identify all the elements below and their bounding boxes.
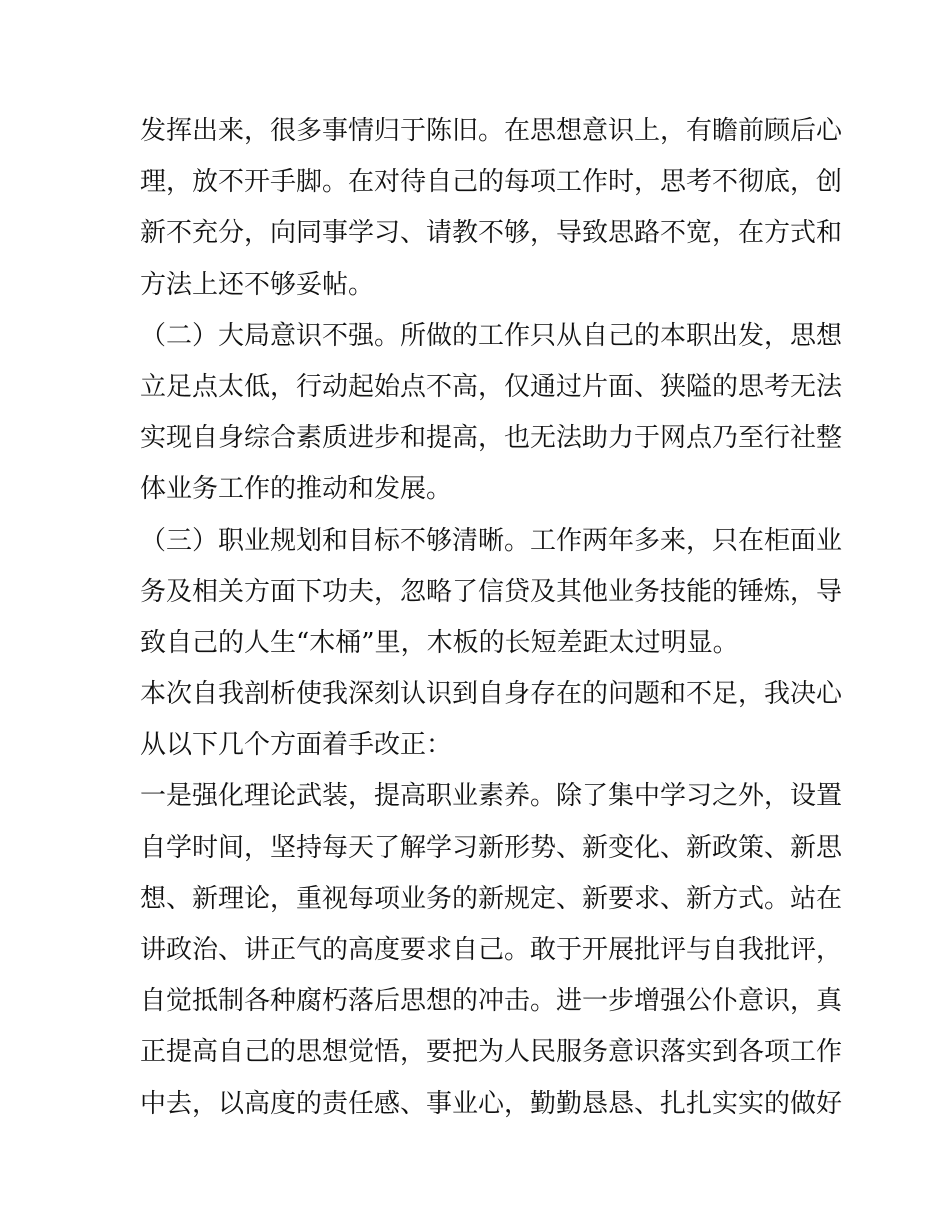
text-line: 致自己的人生“木桶”里，木板的长短差距太过明显。 — [140, 627, 739, 658]
text-line: 想、新理论，重视每项业务的新规定、新要求、新方式。站在 — [140, 883, 843, 914]
text-line: 一是强化理论武装，提高职业素养。除了集中学习之外，设置 — [140, 781, 843, 812]
text-line: 实现自身综合素质进步和提高，也无法助力于网点乃至行社整 — [140, 423, 843, 454]
text-line: 发挥出来，很多事情归于陈旧。在思想意识上，有瞻前顾后心 — [140, 116, 843, 146]
text-line: 自觉抵制各种腐朽落后思想的冲击。进一步增强公仆意识，真 — [140, 986, 843, 1017]
text-line: 体业务工作的推动和发展。 — [140, 474, 453, 505]
document-body — [140, 106, 843, 1130]
text-line: 正提高自己的思想觉悟，要把为人民服务意识落实到各项工作 — [140, 1037, 843, 1068]
text-line: 务及相关方面下功夫，忽略了信贷及其他业务技能的锤炼，导 — [140, 576, 843, 607]
text-line: （二）大局意识不强。所做的工作只从自己的本职出发，思想 — [140, 320, 843, 351]
text-line: 从以下几个方面着手改正： — [140, 730, 453, 761]
text-line: 理，放不开手脚。在对待自己的每项工作时，思考不彻底，创 — [140, 167, 843, 198]
text-line: 新不充分，向同事学习、请教不够，导致思路不宽，在方式和 — [140, 218, 843, 249]
text-line: 本次自我剖析使我深刻认识到自身存在的问题和不足，我决心 — [140, 679, 843, 710]
text-line: 讲政治、讲正气的高度要求自己。敢于开展批评与自我批评， — [140, 935, 843, 965]
text-line: 立足点太低，行动起始点不高，仅通过片面、狭隘的思考无法 — [140, 371, 843, 402]
text-line: 中去，以高度的责任感、事业心，勤勤恳恳、扎扎实实的做好 — [140, 1088, 843, 1119]
text-line: 自学时间，坚持每天了解学习新形势、新变化、新政策、新思 — [140, 832, 843, 863]
text-line: 方法上还不够妥帖。 — [140, 269, 375, 300]
text-line: （三）职业规划和目标不够清晰。工作两年多来，只在柜面业 — [140, 525, 843, 556]
